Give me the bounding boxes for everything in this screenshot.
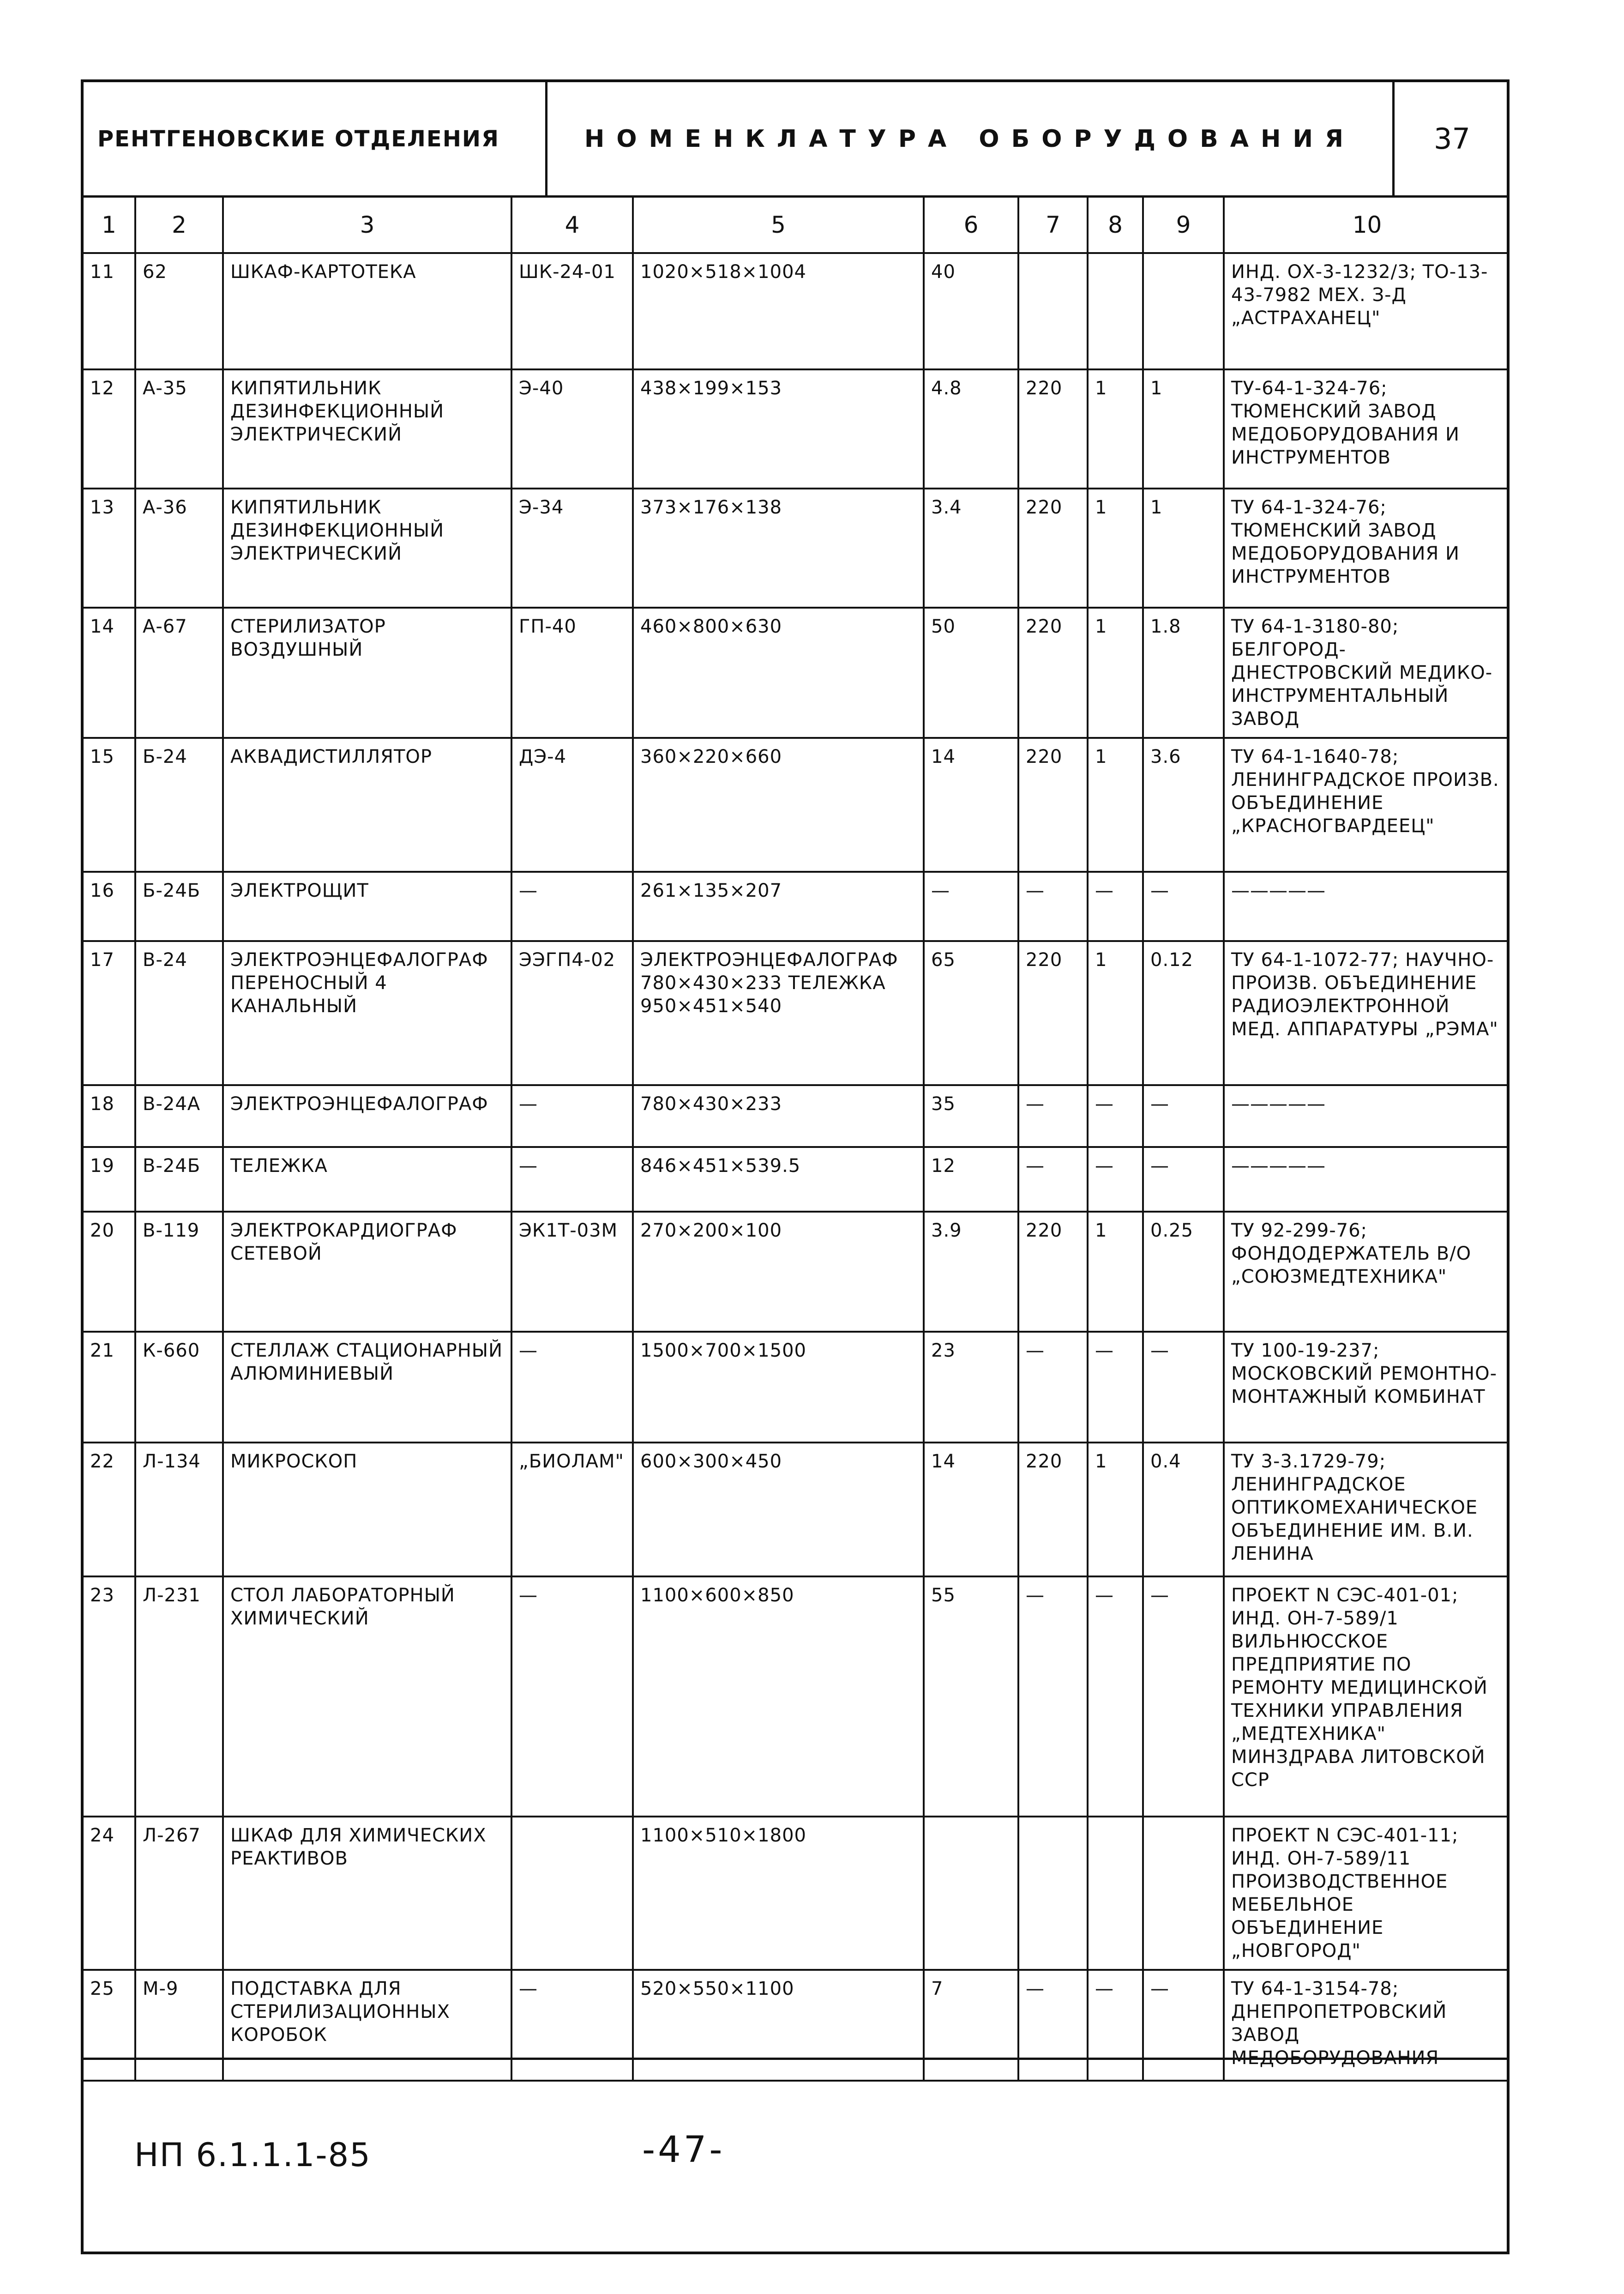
table-row <box>84 1576 1510 1817</box>
column-header: 7 <box>1018 198 1088 253</box>
cell-dimensions: 846×451×539.5 <box>633 1147 924 1212</box>
cell-row-number: 11 <box>84 253 135 369</box>
cell-model: — <box>511 1332 633 1443</box>
cell-code: А-67 <box>135 608 223 738</box>
cell-note: ТУ 64-1-324-76; ТЮМЕНСКИЙ ЗАВОД МЕДОБОРУДОВАНИЯ И ИНСТРУМЕНТОВ <box>1224 489 1510 608</box>
cell-voltage: — <box>1018 1332 1088 1443</box>
cell-voltage: 220 <box>1018 941 1088 1085</box>
cell-code: Л-231 <box>135 1576 223 1817</box>
cell-quantity: — <box>1088 1085 1143 1147</box>
cell-model <box>511 1817 633 1970</box>
cell-power: — <box>1143 1085 1224 1147</box>
cell-row-number: 17 <box>84 941 135 1085</box>
cell-quantity <box>1088 1817 1143 1970</box>
cell-name: ЭЛЕКТРОКАРДИОГРАФ СЕТЕВОЙ <box>223 1212 511 1332</box>
equipment-table <box>84 198 1510 2082</box>
cell-quantity: 1 <box>1088 489 1143 608</box>
cell-power: 0.4 <box>1143 1443 1224 1576</box>
table-row <box>84 1443 1510 1576</box>
cell-weight: 50 <box>924 608 1018 738</box>
title-block <box>84 82 1507 198</box>
cell-quantity: 1 <box>1088 1212 1143 1332</box>
cell-weight: 35 <box>924 1085 1018 1147</box>
cell-weight: 40 <box>924 253 1018 369</box>
table-row <box>84 608 1510 738</box>
cell-note: ТУ 64-1-3180-80; БЕЛГОРОД-ДНЕСТРОВСКИЙ МЕДИКО-ИНСТРУМЕНТАЛЬНЫЙ ЗАВОД <box>1224 608 1510 738</box>
table-row <box>84 369 1510 489</box>
cell-power <box>1143 253 1224 369</box>
column-header: 5 <box>633 198 924 253</box>
cell-model: ЭЭГП4-02 <box>511 941 633 1085</box>
cell-model: „БИОЛАМ" <box>511 1443 633 1576</box>
cell-quantity: 1 <box>1088 1443 1143 1576</box>
cell-row-number: 15 <box>84 738 135 872</box>
cell-dimensions: 270×200×100 <box>633 1212 924 1332</box>
cell-dimensions: 1100×510×1800 <box>633 1817 924 1970</box>
cell-row-number: 19 <box>84 1147 135 1212</box>
cell-note: ПРОЕКТ N СЭС-401-01; ИНД. ОН-7-589/1 ВИЛЬНЮССКОЕ ПРЕДПРИЯТИЕ ПО РЕМОНТУ МЕДИЦИНСКОЙ ТЕХНИКИ УПРАВЛЕНИЯ „МЕДТЕХНИКА" МИНЗДРАВА ЛИТОВСКОЙ ССР <box>1224 1576 1510 1817</box>
cell-code: В-24А <box>135 1085 223 1147</box>
cell-name: АКВАДИСТИЛЛЯТОР <box>223 738 511 872</box>
cell-quantity: — <box>1088 872 1143 941</box>
cell-weight: 3.4 <box>924 489 1018 608</box>
cell-power: — <box>1143 1576 1224 1817</box>
cell-quantity: 1 <box>1088 608 1143 738</box>
cell-code: А-36 <box>135 489 223 608</box>
cell-dimensions: 780×430×233 <box>633 1085 924 1147</box>
cell-dimensions: 600×300×450 <box>633 1443 924 1576</box>
column-number-row <box>84 198 1510 253</box>
column-header: 1 <box>84 198 135 253</box>
cell-weight: — <box>924 872 1018 941</box>
cell-name: МИКРОСКОП <box>223 1443 511 1576</box>
cell-dimensions: ЭЛЕКТРОЭНЦЕФАЛОГРАФ 780×430×233 ТЕЛЕЖКА 950×451×540 <box>633 941 924 1085</box>
cell-quantity: — <box>1088 1332 1143 1443</box>
cell-dimensions: 261×135×207 <box>633 872 924 941</box>
cell-voltage: — <box>1018 1970 1088 2081</box>
cell-voltage: 220 <box>1018 369 1088 489</box>
cell-quantity: — <box>1088 1576 1143 1817</box>
cell-voltage <box>1018 1817 1088 1970</box>
cell-power: — <box>1143 872 1224 941</box>
cell-row-number: 12 <box>84 369 135 489</box>
cell-note: ТУ 64-1-3154-78; ДНЕПРОПЕТРОВСКИЙ ЗАВОД МЕДОБОРУДОВАНИЯ <box>1224 1970 1510 2081</box>
cell-name: СТЕРИЛИЗАТОР ВОЗДУШНЫЙ <box>223 608 511 738</box>
cell-code: К-660 <box>135 1332 223 1443</box>
cell-voltage <box>1018 253 1088 369</box>
cell-row-number: 20 <box>84 1212 135 1332</box>
document-title: НОМЕНКЛАТУРА ОБОРУДОВАНИЯ <box>547 82 1395 195</box>
cell-name: КИПЯТИЛЬНИК ДЕЗИНФЕКЦИОННЫЙ ЭЛЕКТРИЧЕСКИЙ <box>223 489 511 608</box>
page-number: -47- <box>642 2129 725 2171</box>
cell-dimensions: 373×176×138 <box>633 489 924 608</box>
cell-name: ШКАФ-КАРТОТЕКА <box>223 253 511 369</box>
column-header: 8 <box>1088 198 1143 253</box>
cell-note: ТУ 64-1-1640-78; ЛЕНИНГРАДСКОЕ ПРОИЗВ. ОБЪЕДИНЕНИЕ „КРАСНОГВАРДЕЕЦ" <box>1224 738 1510 872</box>
cell-name: ПОДСТАВКА ДЛЯ СТЕРИЛИЗАЦИОННЫХ КОРОБОК <box>223 1970 511 2081</box>
cell-weight <box>924 1817 1018 1970</box>
cell-quantity: 1 <box>1088 369 1143 489</box>
table-row <box>84 738 1510 872</box>
cell-quantity: — <box>1088 1970 1143 2081</box>
table-row <box>84 1085 1510 1147</box>
cell-row-number: 16 <box>84 872 135 941</box>
cell-row-number: 22 <box>84 1443 135 1576</box>
cell-note: ТУ 92-299-76; ФОНДОДЕРЖАТЕЛЬ В/О „СОЮЗМЕДТЕХНИКА" <box>1224 1212 1510 1332</box>
cell-weight: 12 <box>924 1147 1018 1212</box>
cell-row-number: 21 <box>84 1332 135 1443</box>
cell-power: 3.6 <box>1143 738 1224 872</box>
cell-quantity <box>1088 253 1143 369</box>
column-header: 4 <box>511 198 633 253</box>
cell-note: ТУ 64-1-1072-77; НАУЧНО-ПРОИЗВ. ОБЪЕДИНЕНИЕ РАДИОЭЛЕКТРОННОЙ МЕД. АППАРАТУРЫ „РЭМА" <box>1224 941 1510 1085</box>
cell-model: — <box>511 1085 633 1147</box>
column-header: 2 <box>135 198 223 253</box>
document-sheet <box>81 79 1510 2254</box>
cell-code: В-24 <box>135 941 223 1085</box>
cell-power: 1.8 <box>1143 608 1224 738</box>
cell-model: Э-40 <box>511 369 633 489</box>
cell-code: А-35 <box>135 369 223 489</box>
cell-code: Б-24Б <box>135 872 223 941</box>
cell-power: 0.12 <box>1143 941 1224 1085</box>
cell-code: Л-267 <box>135 1817 223 1970</box>
column-header: 3 <box>223 198 511 253</box>
table-row <box>84 1212 1510 1332</box>
cell-voltage: 220 <box>1018 1212 1088 1332</box>
cell-model: — <box>511 872 633 941</box>
cell-note: ТУ-64-1-324-76; ТЮМЕНСКИЙ ЗАВОД МЕДОБОРУДОВАНИЯ И ИНСТРУМЕНТОВ <box>1224 369 1510 489</box>
table-row <box>84 1147 1510 1212</box>
cell-row-number: 13 <box>84 489 135 608</box>
cell-voltage: — <box>1018 1576 1088 1817</box>
section-title: РЕНТГЕНОВСКИЕ ОТДЕЛЕНИЯ <box>84 82 547 195</box>
column-header: 9 <box>1143 198 1224 253</box>
cell-note: ПРОЕКТ N СЭС-401-11; ИНД. ОН-7-589/11 ПРОИЗВОДСТВЕННОЕ МЕБЕЛЬНОЕ ОБЪЕДИНЕНИЕ „НОВГОРОД" <box>1224 1817 1510 1970</box>
cell-code: Л-134 <box>135 1443 223 1576</box>
cell-voltage: 220 <box>1018 738 1088 872</box>
cell-quantity: 1 <box>1088 941 1143 1085</box>
cell-model: Э-34 <box>511 489 633 608</box>
cell-row-number: 18 <box>84 1085 135 1147</box>
cell-model: ШК-24-01 <box>511 253 633 369</box>
cell-dimensions: 360×220×660 <box>633 738 924 872</box>
cell-name: ЭЛЕКТРОЩИТ <box>223 872 511 941</box>
cell-weight: 7 <box>924 1970 1018 2081</box>
cell-dimensions: 1500×700×1500 <box>633 1332 924 1443</box>
cell-model: — <box>511 1147 633 1212</box>
table-row <box>84 872 1510 941</box>
cell-model: — <box>511 1576 633 1817</box>
cell-power: — <box>1143 1332 1224 1443</box>
cell-note: ИНД. ОХ-3-1232/3; ТО-13-43-7982 МЕХ. З-Д „АСТРАХАНЕЦ" <box>1224 253 1510 369</box>
cell-power: 0.25 <box>1143 1212 1224 1332</box>
cell-row-number: 25 <box>84 1970 135 2081</box>
column-header: 10 <box>1224 198 1510 253</box>
cell-code: 62 <box>135 253 223 369</box>
cell-name: ШКАФ ДЛЯ ХИМИЧЕСКИХ РЕАКТИВОВ <box>223 1817 511 1970</box>
cell-note: ————— <box>1224 1085 1510 1147</box>
document-code: НП 6.1.1.1-85 <box>134 2136 371 2174</box>
cell-code: В-119 <box>135 1212 223 1332</box>
cell-code: Б-24 <box>135 738 223 872</box>
cell-power <box>1143 1817 1224 1970</box>
cell-quantity: — <box>1088 1147 1143 1212</box>
cell-power: — <box>1143 1970 1224 2081</box>
cell-weight: 23 <box>924 1332 1018 1443</box>
cell-code: В-24Б <box>135 1147 223 1212</box>
column-header: 6 <box>924 198 1018 253</box>
cell-model: — <box>511 1970 633 2081</box>
cell-note: ————— <box>1224 872 1510 941</box>
cell-note: ТУ 3-3.1729-79; ЛЕНИНГРАДСКОЕ ОПТИКОМЕХАНИЧЕСКОЕ ОБЪЕДИНЕНИЕ ИМ. В.И. ЛЕНИНА <box>1224 1443 1510 1576</box>
cell-model: ДЭ-4 <box>511 738 633 872</box>
cell-name: СТОЛ ЛАБОРАТОРНЫЙ ХИМИЧЕСКИЙ <box>223 1576 511 1817</box>
cell-weight: 4.8 <box>924 369 1018 489</box>
cell-name: КИПЯТИЛЬНИК ДЕЗИНФЕКЦИОННЫЙ ЭЛЕКТРИЧЕСКИЙ <box>223 369 511 489</box>
cell-voltage: 220 <box>1018 1443 1088 1576</box>
table-row <box>84 489 1510 608</box>
cell-weight: 55 <box>924 1576 1018 1817</box>
cell-voltage: 220 <box>1018 608 1088 738</box>
cell-code: М-9 <box>135 1970 223 2081</box>
cell-weight: 3.9 <box>924 1212 1018 1332</box>
cell-dimensions: 1020×518×1004 <box>633 253 924 369</box>
cell-voltage: — <box>1018 1147 1088 1212</box>
cell-dimensions: 520×550×1100 <box>633 1970 924 2081</box>
cell-row-number: 24 <box>84 1817 135 1970</box>
cell-weight: 14 <box>924 738 1018 872</box>
cell-row-number: 14 <box>84 608 135 738</box>
table-row <box>84 1817 1510 1970</box>
table-row <box>84 1332 1510 1443</box>
cell-weight: 14 <box>924 1443 1018 1576</box>
cell-voltage: 220 <box>1018 489 1088 608</box>
cell-name: СТЕЛЛАЖ СТАЦИОНАРНЫЙ АЛЮМИНИЕВЫЙ <box>223 1332 511 1443</box>
sheet-number: 37 <box>1434 122 1470 156</box>
cell-power: — <box>1143 1147 1224 1212</box>
footer <box>84 2058 1507 2252</box>
cell-name: ТЕЛЕЖКА <box>223 1147 511 1212</box>
cell-voltage: — <box>1018 1085 1088 1147</box>
table-row <box>84 941 1510 1085</box>
cell-dimensions: 1100×600×850 <box>633 1576 924 1817</box>
cell-voltage: — <box>1018 872 1088 941</box>
cell-name: ЭЛЕКТРОЭНЦЕФАЛОГРАФ <box>223 1085 511 1147</box>
cell-note: ТУ 100-19-237; МОСКОВСКИЙ РЕМОНТНО-МОНТАЖНЫЙ КОМБИНАТ <box>1224 1332 1510 1443</box>
cell-power: 1 <box>1143 369 1224 489</box>
cell-power: 1 <box>1143 489 1224 608</box>
cell-model: ГП-40 <box>511 608 633 738</box>
cell-quantity: 1 <box>1088 738 1143 872</box>
cell-name: ЭЛЕКТРОЭНЦЕФАЛОГРАФ ПЕРЕНОСНЫЙ 4 КАНАЛЬНЫЙ <box>223 941 511 1085</box>
cell-row-number: 23 <box>84 1576 135 1817</box>
cell-dimensions: 460×800×630 <box>633 608 924 738</box>
cell-note: ————— <box>1224 1147 1510 1212</box>
table-row <box>84 253 1510 369</box>
cell-dimensions: 438×199×153 <box>633 369 924 489</box>
cell-weight: 65 <box>924 941 1018 1085</box>
cell-model: ЭК1Т-03М <box>511 1212 633 1332</box>
